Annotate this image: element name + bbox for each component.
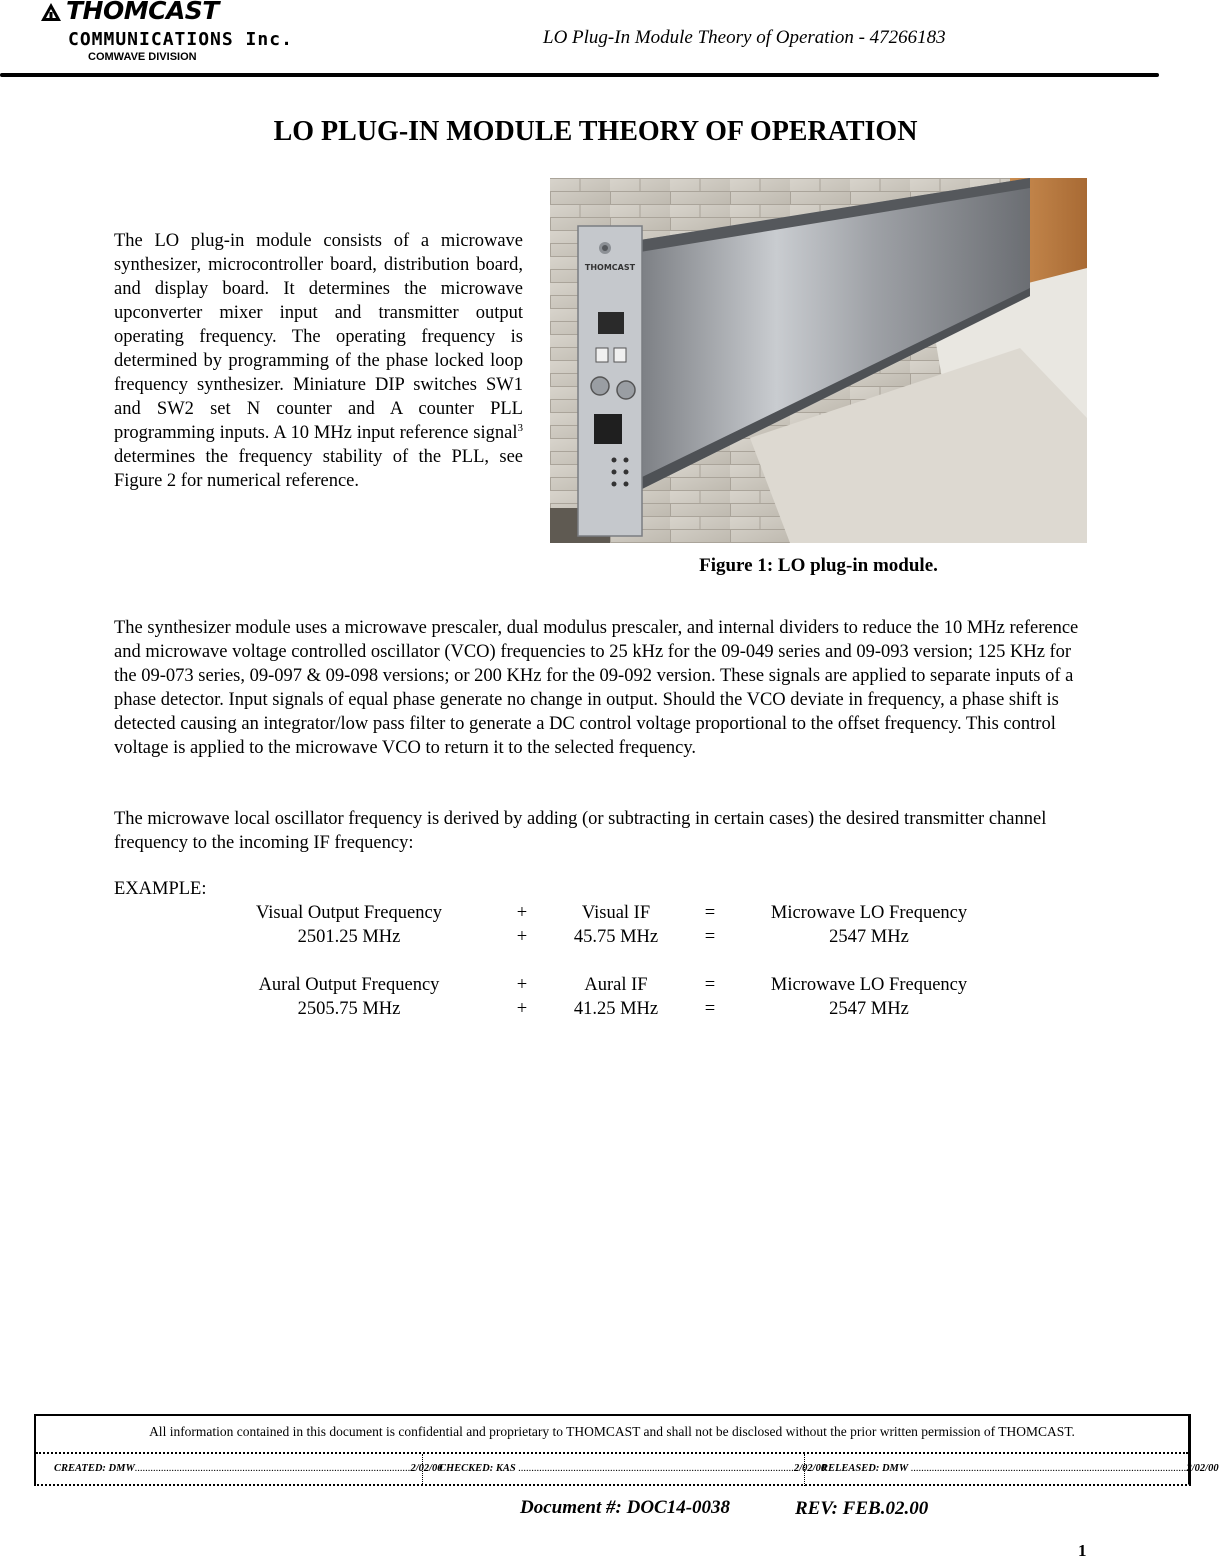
synthesizer-paragraph: The synthesizer module uses a microwave prescaler, dual modulus prescaler, and internal dividers to reduce the 10 MHz reference and microwave voltage controlled oscillator (VCO) frequencies to 25 kHz for the 09-049 series and 09-093 version; 125 KHz for the 09-073 series, 09-097 & 09-098 versions; or 200 KHz for the 09-092 version. These signals are applied to separate inputs of a phase detector. Input signals of equal phase generate no change in output. Should the VCO deviate in frequency, a phase shift is detected causing an integrator/low pass filter to generate a DC control voltage proportional to the offset frequency. This control voltage is applied to the microwave VCO to return it to the selected frequency. <box>114 618 1079 758</box>
footer-block <box>34 1414 1219 1486</box>
header-rule <box>0 73 1159 77</box>
example-cell: Aural IF <box>584 975 648 995</box>
intro-text-continued: determines the frequency stability of the PLL, see Figure 2 for numerical reference. <box>114 447 523 491</box>
checked-label: CHECKED: KAS <box>439 1463 516 1474</box>
intro-text: The LO plug-in module consists of a microwave synthesizer, microcontroller board, distribution board, and display board. It determines the microwave upconverter mixer input and transmitter output operating frequency. The operating frequency is determined by programming of the phase locked loop frequency synthesizer. Miniature DIP switches SW1 and SW2 set N counter and A counter PLL programming inputs. A 10 MHz input reference signal <box>114 231 523 443</box>
example-cell: 2501.25 MHz <box>297 927 401 947</box>
thomcast-logo-icon <box>40 2 62 24</box>
example-operator: = <box>704 927 716 947</box>
example-cell: 2547 MHz <box>829 927 909 947</box>
example-cell: Microwave LO Frequency <box>770 975 968 995</box>
approval-row <box>36 1452 1219 1486</box>
example-operator: + <box>516 999 528 1019</box>
intro-paragraph <box>114 229 523 493</box>
example-operator: = <box>704 999 716 1019</box>
example-operator: = <box>704 903 716 923</box>
leader-dots: ......................................................................................................... <box>515 1463 794 1474</box>
released-date: 2/02/00 <box>1186 1463 1219 1474</box>
document-number: Document #: DOC14-0038 <box>520 1497 731 1518</box>
company-division: COMWAVE DIVISION <box>88 51 197 63</box>
example-operator: + <box>516 903 528 923</box>
example-operator: + <box>516 975 528 995</box>
example-cell: Visual IF <box>581 903 651 923</box>
created-field <box>54 1454 443 1486</box>
example-operator: = <box>704 975 716 995</box>
company-logo-name: THOMCAST <box>66 0 219 25</box>
example-cell: 41.25 MHz <box>573 999 659 1019</box>
example-cell: Microwave LO Frequency <box>770 903 968 923</box>
photo-panel-brand: THOMCAST <box>584 263 636 272</box>
example-operator: + <box>516 927 528 947</box>
released-field <box>804 1454 1219 1486</box>
checked-date: 2/02/00 <box>794 1463 827 1474</box>
leader-dots: ......................................................................................................... <box>908 1463 1187 1474</box>
company-logo-subtitle: COMMUNICATIONS Inc. <box>68 29 293 50</box>
example-cell: Visual Output Frequency <box>256 903 442 923</box>
lo-module-photo <box>550 178 1087 543</box>
revision-label: REV: FEB.02.00 <box>795 1498 929 1519</box>
lo-frequency-paragraph: The microwave local oscillator frequency is derived by adding (or subtracting in certain cases) the desired transmitter channel frequency to the incoming IF frequency: <box>114 809 1047 853</box>
document-title: LO PLUG-IN MODULE THEORY OF OPERATION <box>273 116 918 147</box>
example-cell: 45.75 MHz <box>573 927 659 947</box>
example-label: EXAMPLE: <box>114 879 207 899</box>
running-header-title: LO Plug-In Module Theory of Operation - 47266183 <box>543 27 946 48</box>
created-date: 2/02/00 <box>410 1463 443 1474</box>
released-label: RELEASED: DMW <box>821 1463 909 1474</box>
confidentiality-notice: All information contained in this document is confidential and proprietary to THOMCAST and shall not be disclosed without the prior written permission of THOMCAST. <box>149 1424 1075 1439</box>
checked-field <box>422 1454 827 1486</box>
footnote-marker: 3 <box>517 421 523 434</box>
example-cell: 2547 MHz <box>829 999 909 1019</box>
example-cell: 2505.75 MHz <box>297 999 401 1019</box>
created-label: CREATED: DMW <box>54 1463 135 1474</box>
example-cell: Aural Output Frequency <box>258 975 440 995</box>
leader-dots: ......................................................................................................... <box>134 1463 411 1474</box>
page-number: 1 <box>1078 1541 1087 1560</box>
figure-caption: Figure 1: LO plug-in module. <box>699 555 938 576</box>
